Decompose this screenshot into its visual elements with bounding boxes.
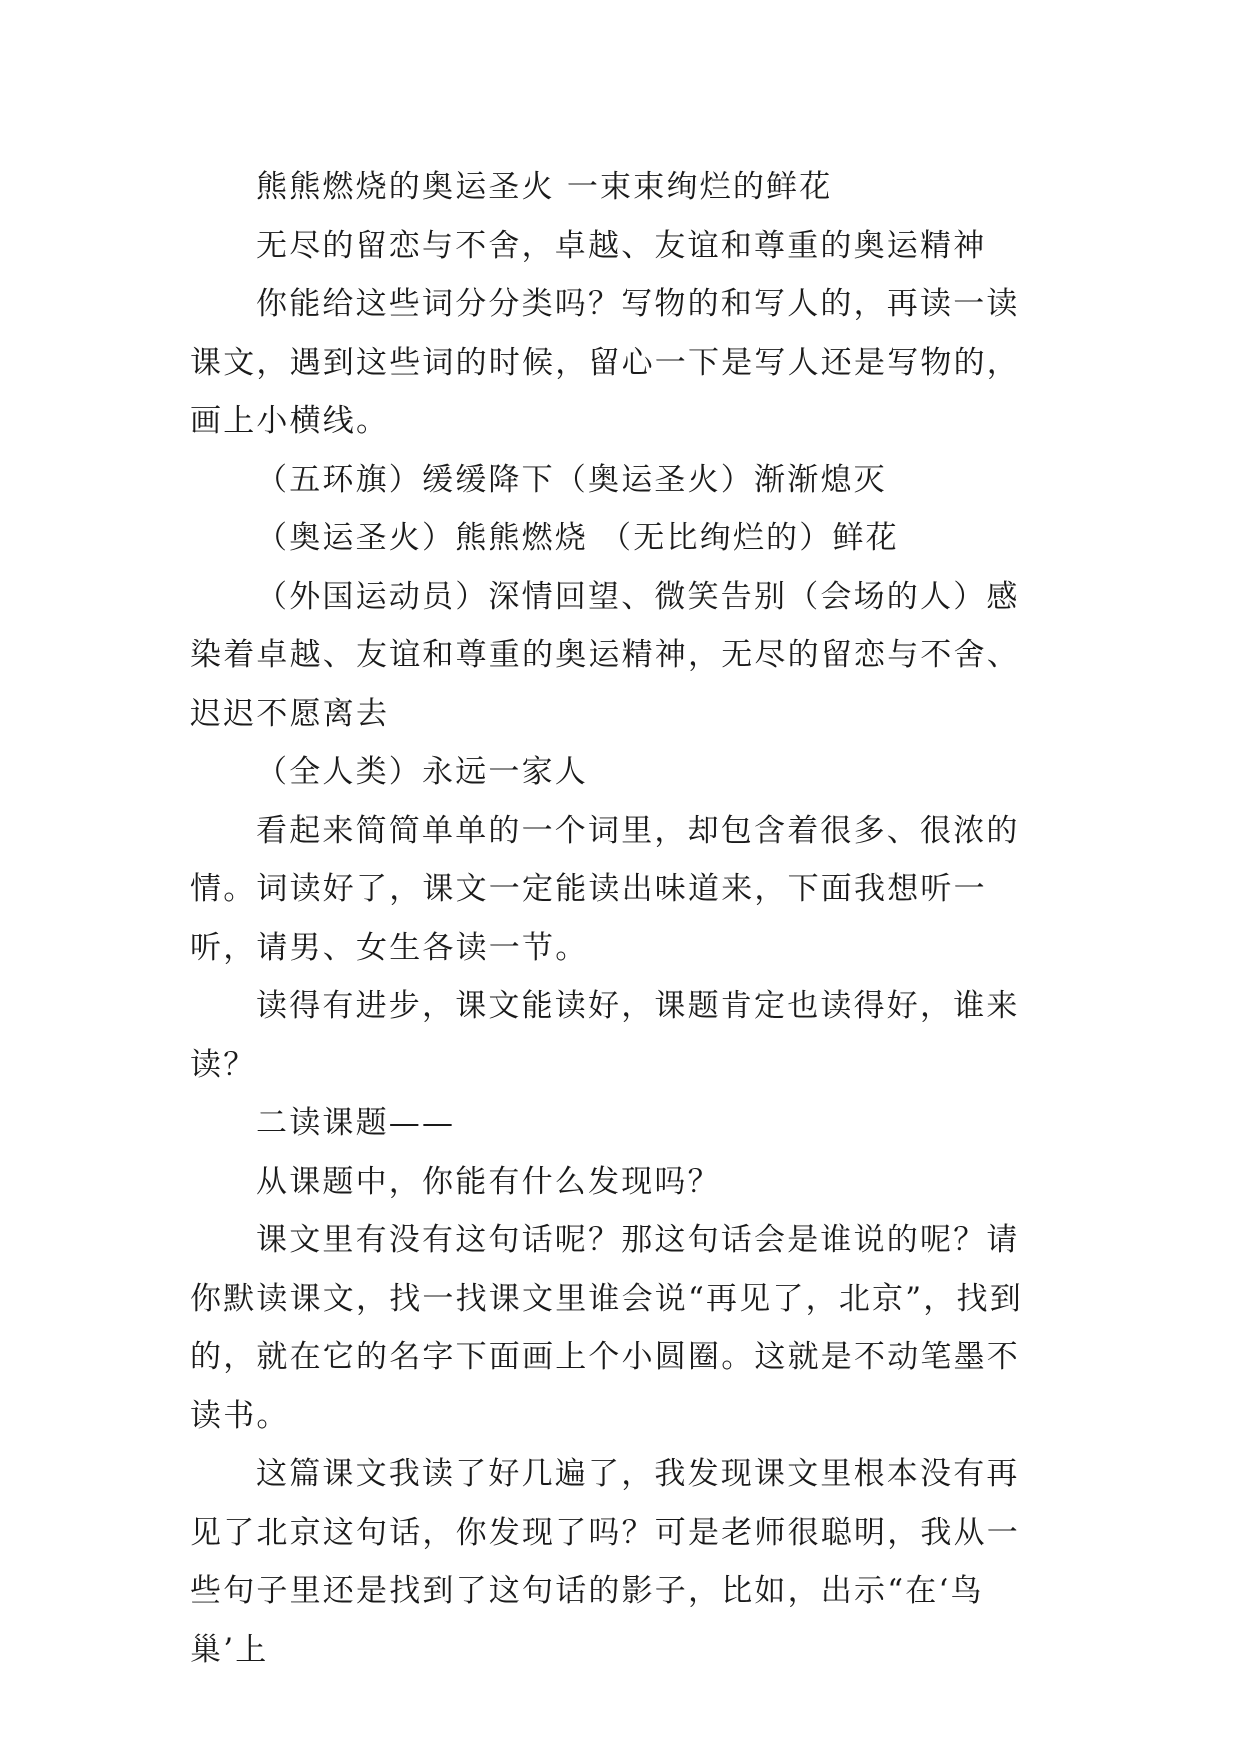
paragraph-2: 无尽的留恋与不舍，卓越、友谊和尊重的奥运精神 bbox=[256, 227, 987, 264]
paragraph-4: （五环旗）缓缓降下（奥运圣火）渐渐熄灭 bbox=[256, 461, 887, 498]
paragraph-9: 读得有进步，课文能读好，课题肯定也读得好，谁来读？ bbox=[190, 988, 1020, 1083]
paragraph-13: 这篇课文我读了好几遍了，我发现课文里根本没有再见了北京这句话，你发现了吗？可是老师很聪明，我从一些句子里还是找到了这句话的影子，比如，出示“在‘鸟巢’上 bbox=[190, 1456, 1020, 1668]
paragraph-10: 二读课题—— bbox=[256, 1105, 456, 1141]
paragraph-12: 课文里有没有这句话呢？那这句话会是谁说的呢？请你默读课文，找一找课文里谁会说“再见了，北京”，找到的，就在它的名字下面画上个小圆圈。这就是不动笔墨不读书。 bbox=[190, 1222, 1023, 1434]
paragraph-7: （全人类）永远一家人 bbox=[256, 754, 588, 790]
paragraph-3: 你能给这些词分分类吗？写物的和写人的，再读一读课文，遇到这些词的时候，留心一下是写人还是写物的，画上小横线。 bbox=[190, 286, 1020, 439]
paragraph-5: （奥运圣火）熊熊燃烧 （无比绚烂的）鲜花 bbox=[256, 520, 899, 556]
paragraph-8: 看起来简简单单的一个词里，却包含着很多、很浓的情。词读好了，课文一定能读出味道来，下面我想听一听，请男、女生各读一节。 bbox=[190, 812, 1020, 966]
paragraph-1: 熊熊燃烧的奥运圣火 一束束绚烂的鲜花 bbox=[256, 169, 833, 205]
paragraph-11: 从课题中，你能有什么发现吗？ bbox=[256, 1163, 721, 1200]
body-text bbox=[190, 158, 1050, 1679]
paragraph-6: （外国运动员）深情回望、微笑告别（会场的人）感染着卓越、友谊和尊重的奥运精神，无尽的留恋与不舍、迟迟不愿离去 bbox=[190, 578, 1020, 732]
